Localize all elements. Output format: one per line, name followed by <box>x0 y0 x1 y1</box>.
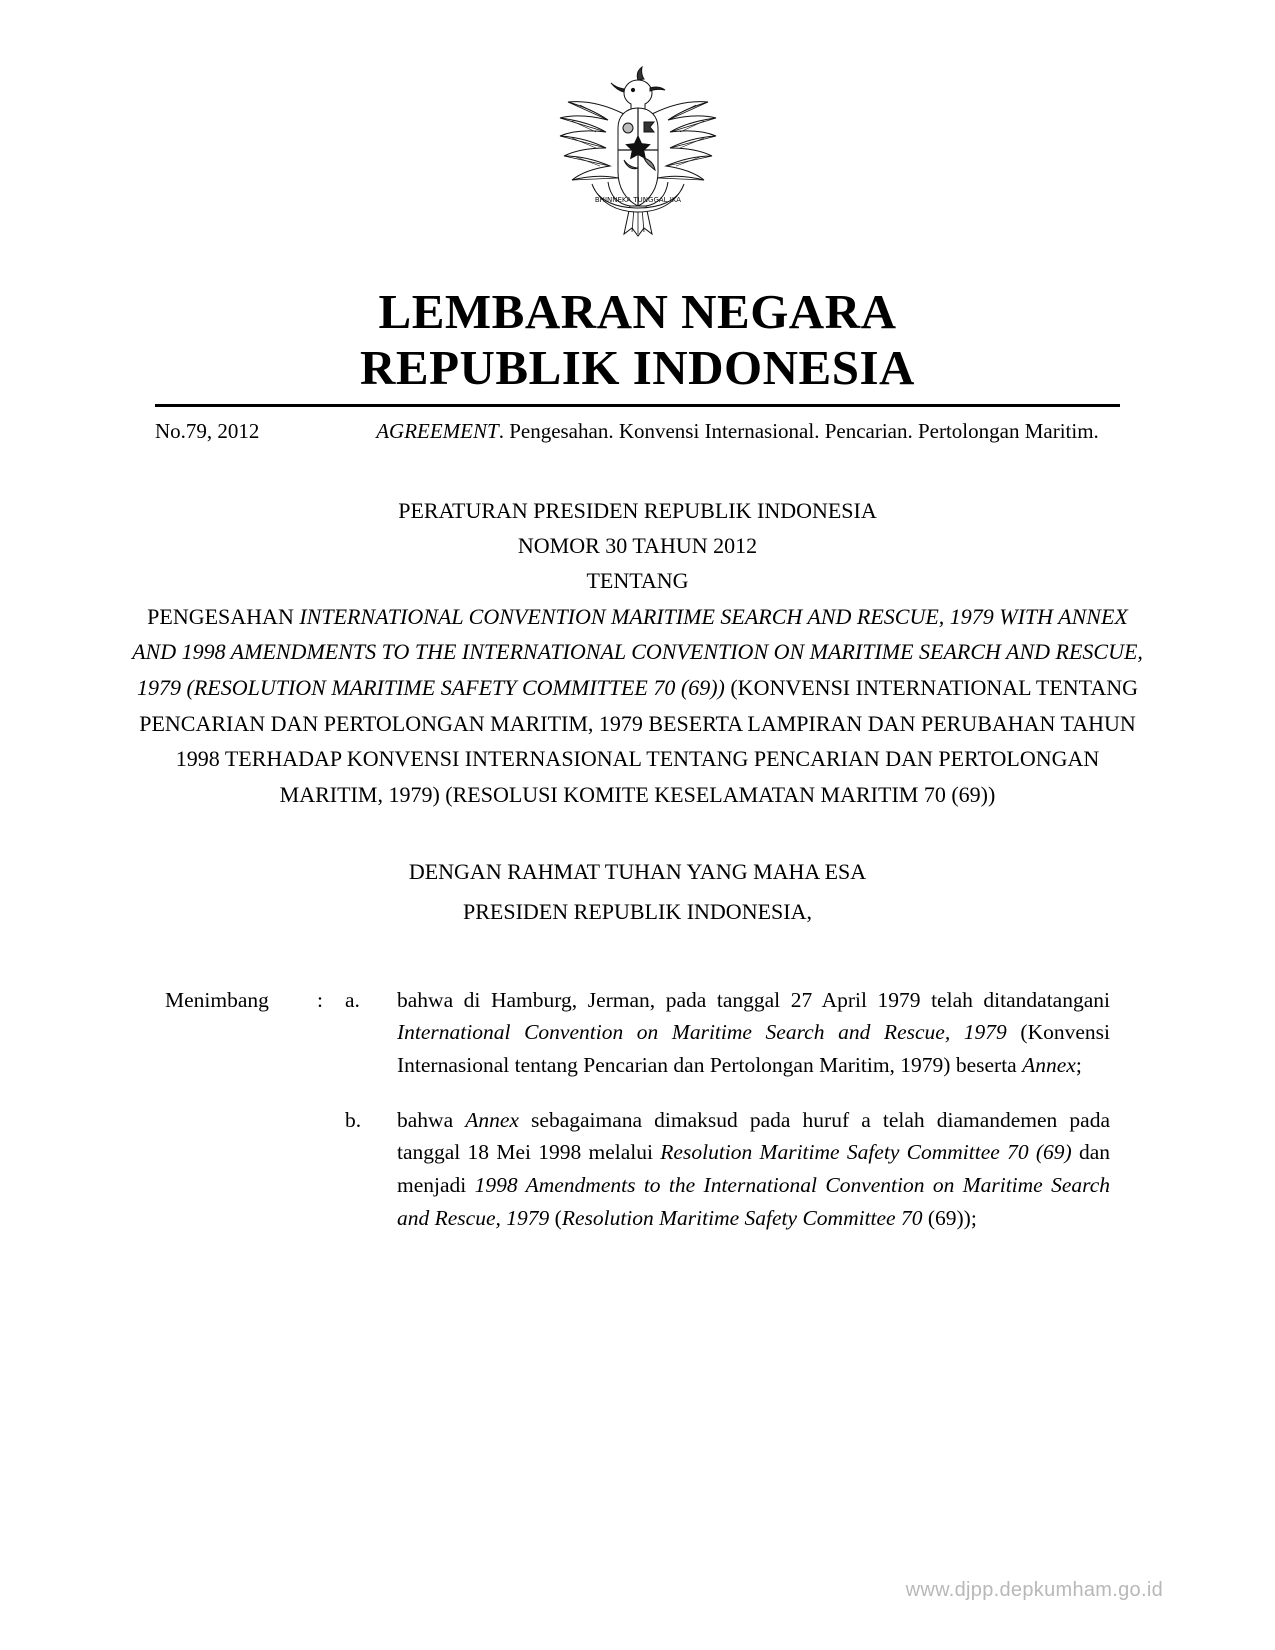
clause-segment-italic: Resolution Maritime Safety Committee 70 (69) <box>660 1140 1072 1165</box>
clause-letter: a. <box>345 987 360 1012</box>
regulation-title <box>140 493 1135 599</box>
title-line-3: TENTANG <box>586 568 689 594</box>
considerations-label-colon: : <box>317 987 323 1012</box>
long-title-italic-2: 1979 WITH ANNEX AND 1998 AMENDMENTS TO THE INTERNATIONAL CONVENTION ON MARITIME SEARCH AND RESCUE, 1979 (RESOLUTION MARITIME SAFETY COMMITTEE 70 (69)) <box>132 603 1143 700</box>
clause-segment: dan menjadi <box>397 1140 1110 1197</box>
subject-row <box>155 417 1120 445</box>
subject-keywords <box>355 417 1120 445</box>
clause-segment: sebagaimana dimaksud pada huruf a telah diamandemen pada tanggal 18 Mei 1998 melalui <box>397 1107 1110 1165</box>
regulation-long-title <box>128 599 1147 813</box>
clause-letter: b. <box>345 1107 362 1132</box>
invocation-line-1: DENGAN RAHMAT TUHAN YANG MAHA ESA <box>408 859 867 885</box>
clause-segment: (Konvensi Internasional tentang Pencarian dan Pertolongan Maritim, 1979) beserta <box>397 1020 1110 1077</box>
footer-watermark: www.djpp.depkumham.go.id <box>905 1579 1163 1601</box>
gazette-number: No.79, 2012 <box>155 418 260 443</box>
clause-label-spacer <box>165 1104 345 1235</box>
masthead <box>0 284 1275 396</box>
title-line-1: PERATURAN PRESIDEN REPUBLIK INDONESIA <box>398 498 877 524</box>
invocation-line-2: PRESIDEN REPUBLIK INDONESIA, <box>463 898 812 924</box>
clause-segment-italic: 1998 Amendments to the International Convention on Maritime Search and Rescue, 1979 <box>397 1172 1110 1230</box>
considerations-label-text: Menimbang <box>165 987 269 1012</box>
clause-text <box>397 1104 1110 1235</box>
subject-category: AGREEMENT <box>376 418 499 443</box>
clause-segment-italic: Annex <box>1022 1052 1076 1077</box>
clause-segment: ; <box>1075 1052 1082 1077</box>
subject-category-period: . <box>498 418 504 443</box>
clause-segment: (69)); <box>922 1205 977 1230</box>
clause-segment-italic: Annex <box>465 1107 519 1132</box>
title-line-2: NOMOR 30 TAHUN 2012 <box>517 533 758 559</box>
header-divider <box>155 404 1120 407</box>
clause-segment: bahwa <box>397 1107 466 1132</box>
clause-segment-italic: Resolution Maritime Safety Committee 70 <box>561 1205 923 1230</box>
garuda-pancasila-emblem <box>538 62 738 262</box>
long-title-italic-1: INTERNATIONAL CONVENTION MARITIME SEARCH AND RESCUE, <box>299 603 945 629</box>
clause-row <box>165 984 1110 1082</box>
considerations-block <box>165 984 1110 1235</box>
long-title-prefix: PENGESAHAN <box>147 603 300 629</box>
emblem-motto: BHINNEKA TUNGGAL IKA <box>594 196 681 204</box>
clause-segment: bahwa di Hamburg, Jerman, pada tanggal 27 April 1979 telah ditandatangani <box>397 987 1110 1012</box>
masthead-line-1: LEMBARAN NEGARA <box>378 284 897 339</box>
masthead-line-2: REPUBLIK INDONESIA <box>360 339 915 395</box>
emblem-container <box>0 0 1275 262</box>
clause-row <box>165 1104 1110 1235</box>
clause-segment-italic: International Convention on Maritime Search and Rescue, 1979 <box>397 1020 1007 1045</box>
invocation <box>140 852 1135 931</box>
subject-keyword-list: Pengesahan. Konvensi Internasional. Pencarian. Pertolongan Maritim. <box>509 418 1099 443</box>
clause-segment: ( <box>549 1205 562 1230</box>
long-title-roman-tail: (KONVENSI INTERNATIONAL TENTANG PENCARIAN DAN PERTOLONGAN MARITIM, 1979 BESERTA LAMPIRAN DAN PERUBAHAN TAHUN 1998 TERHADAP KONVENSI INTERNASIONAL TENTANG PENCARIAN DAN PERTOLONGAN MARITIM, 1979) (RESOLUSI KOMITE KESELAMATAN MARITIM 70 (69)) <box>139 674 1138 807</box>
considerations-label <box>165 984 345 1082</box>
clause-text <box>397 984 1110 1082</box>
